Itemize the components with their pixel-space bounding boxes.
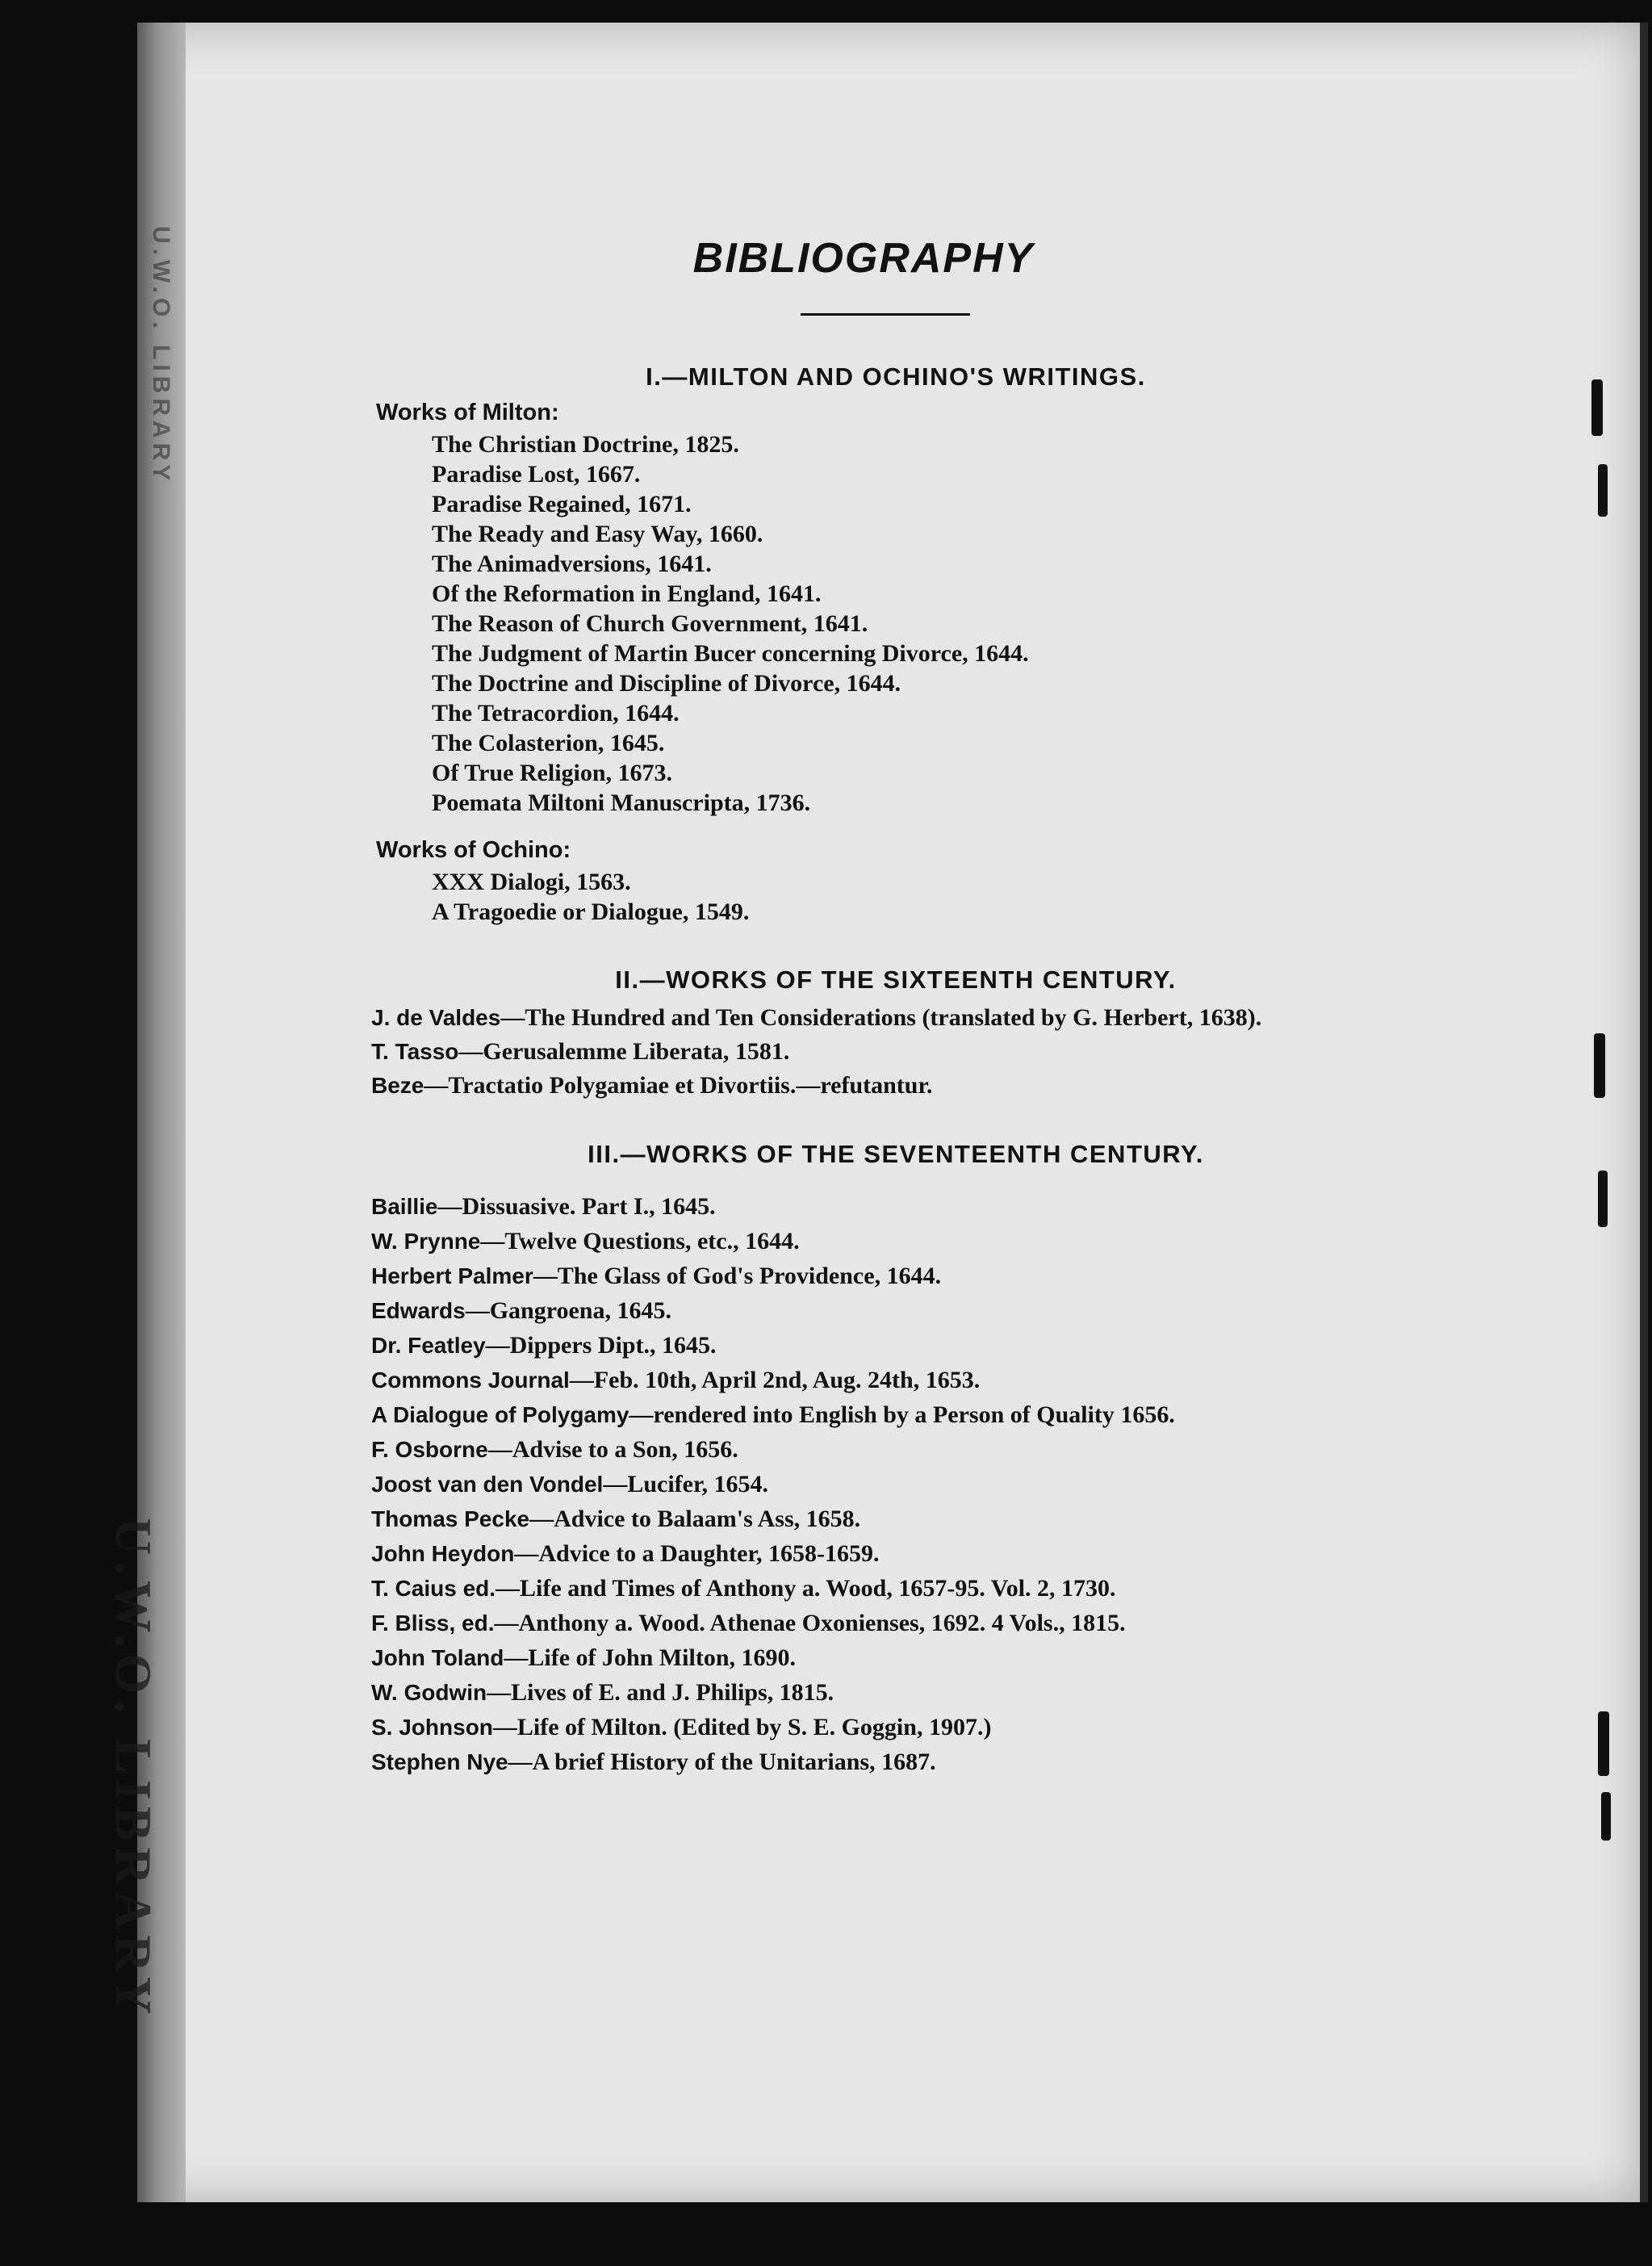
list-item: Of True Religion, 1673. (432, 760, 673, 786)
entry-author: Thomas Pecke (371, 1506, 530, 1531)
entry-author: John Toland (371, 1645, 504, 1670)
list-item (371, 1610, 1420, 1637)
list-item (371, 1070, 1420, 1101)
entry-author: T. Tasso (371, 1039, 459, 1064)
entry-author: A Dialogue of Polygamy (371, 1402, 629, 1427)
entry-text: —The Glass of God's Providence, 1644. (533, 1263, 942, 1289)
list-item: The Colasterion, 1645. (432, 730, 665, 756)
list-item (371, 1679, 1420, 1707)
list-item (371, 1332, 1420, 1359)
milton-works-list (432, 429, 1420, 818)
entry-author: F. Bliss, ed. (371, 1610, 495, 1636)
entry-author: Stephen Nye (371, 1749, 508, 1774)
entry-author: Herbert Palmer (371, 1263, 533, 1288)
list-item: Paradise Regained, 1671. (432, 491, 692, 517)
entry-text: —Advice to a Daughter, 1658-1659. (514, 1540, 880, 1567)
entry-text: —Advise to a Son, 1656. (487, 1436, 738, 1463)
list-item: A Tragoedie or Dialogue, 1549. (432, 898, 750, 925)
entry-text: —Tractatio Polygamiae et Divortiis.—refutantur. (424, 1072, 933, 1099)
entry-text: —Life and Times of Anthony a. Wood, 1657-95. Vol. 2, 1730. (496, 1575, 1116, 1602)
entry-text: —Lives of E. and J. Philips, 1815. (487, 1679, 834, 1706)
section-heading-sixteenth-century: II.—WORKS OF THE SIXTEENTH CENTURY. (615, 965, 1177, 994)
list-item: Poemata Miltoni Manuscripta, 1736. (432, 790, 811, 816)
entry-text: —Lucifer, 1654. (603, 1471, 769, 1497)
list-item: The Reason of Church Government, 1641. (432, 610, 868, 637)
entry-author: J. de Valdes (371, 1005, 501, 1030)
section-heading-seventeenth-century: III.—WORKS OF THE SEVENTEENTH CENTURY. (588, 1140, 1204, 1168)
list-item: Paradise Lost, 1667. (432, 461, 641, 488)
entry-author: Beze (371, 1073, 425, 1098)
works-of-ochino-label: Works of Ochino: (376, 837, 571, 863)
list-item (371, 1540, 1420, 1568)
entry-text: —rendered into English by a Person of Quality 1656. (629, 1401, 1175, 1428)
list-item: The Animadversions, 1641. (432, 551, 712, 577)
entry-author: Joost van den Vondel (371, 1472, 604, 1497)
list-item (371, 1575, 1420, 1602)
list-item (371, 1436, 1420, 1464)
entry-text: —The Hundred and Ten Considerations (translated by G. Herbert, 1638). (500, 1004, 1262, 1031)
seventeenth-century-list (371, 1193, 1420, 1776)
list-item: The Ready and Easy Way, 1660. (432, 521, 763, 547)
entry-text: —A brief History of the Unitarians, 1687. (508, 1749, 936, 1775)
section-heading-milton-ochino: I.—MILTON AND OCHINO'S WRITINGS. (646, 362, 1146, 391)
entry-author: W. Prynne (371, 1229, 481, 1254)
entry-author: S. Johnson (371, 1715, 493, 1740)
entry-author: John Heydon (371, 1541, 515, 1566)
entry-text: —Advice to Balaam's Ass, 1658. (529, 1506, 861, 1532)
list-item (371, 1714, 1420, 1741)
entry-author: Commons Journal (371, 1368, 570, 1393)
list-item (371, 1193, 1420, 1221)
entry-text: —Gerusalemme Liberata, 1581. (458, 1038, 790, 1065)
list-item: The Judgment of Martin Bucer concerning Divorce, 1644. (432, 640, 1029, 667)
entry-author: W. Godwin (371, 1680, 487, 1705)
list-item (371, 1401, 1420, 1429)
sixteenth-century-list (371, 1003, 1420, 1101)
title-rule (801, 313, 970, 316)
page-title: BIBLIOGRAPHY (692, 235, 1035, 282)
entry-text: —Dissuasive. Part I., 1645. (437, 1193, 716, 1220)
entry-author: Dr. Featley (371, 1333, 486, 1358)
list-item: The Christian Doctrine, 1825. (432, 431, 739, 458)
library-spine-stamp-large: U.W.O. LIBRARY (105, 1518, 162, 2021)
entry-text: —Gangroena, 1645. (465, 1297, 671, 1324)
entry-text: —Dippers Dipt., 1645. (485, 1332, 717, 1359)
bibliography-content (371, 234, 1420, 1805)
entry-text: —Feb. 10th, April 2nd, Aug. 24th, 1653. (569, 1367, 981, 1393)
list-item: The Doctrine and Discipline of Divorce, 1644. (432, 670, 901, 697)
entry-author: Edwards (371, 1298, 466, 1323)
library-spine-stamp: U.W.O. LIBRARY (148, 226, 174, 486)
list-item (371, 1003, 1420, 1033)
entry-author: Baillie (371, 1194, 438, 1219)
works-of-milton-label: Works of Milton: (376, 400, 559, 425)
entry-author: T. Caius ed. (371, 1576, 496, 1601)
list-item (371, 1644, 1420, 1672)
entry-text: —Twelve Questions, etc., 1644. (480, 1228, 800, 1254)
ochino-works-list (432, 867, 1420, 927)
list-item (371, 1228, 1420, 1255)
entry-text: —Life of Milton. (Edited by S. E. Goggin, 1907.) (492, 1714, 992, 1740)
list-item: XXX Dialogi, 1563. (432, 869, 631, 895)
list-item (371, 1749, 1420, 1776)
list-item (371, 1471, 1420, 1498)
entry-text: —Anthony a. Wood. Athenae Oxonienses, 1692. 4 Vols., 1815. (494, 1610, 1126, 1636)
list-item: Of the Reformation in England, 1641. (432, 580, 822, 607)
list-item (371, 1297, 1420, 1325)
entry-author: F. Osborne (371, 1437, 488, 1462)
list-item (371, 1506, 1420, 1533)
list-item: The Tetracordion, 1644. (432, 700, 680, 727)
list-item (371, 1367, 1420, 1394)
list-item (371, 1263, 1420, 1290)
list-item (371, 1037, 1420, 1067)
entry-text: —Life of John Milton, 1690. (504, 1644, 797, 1671)
